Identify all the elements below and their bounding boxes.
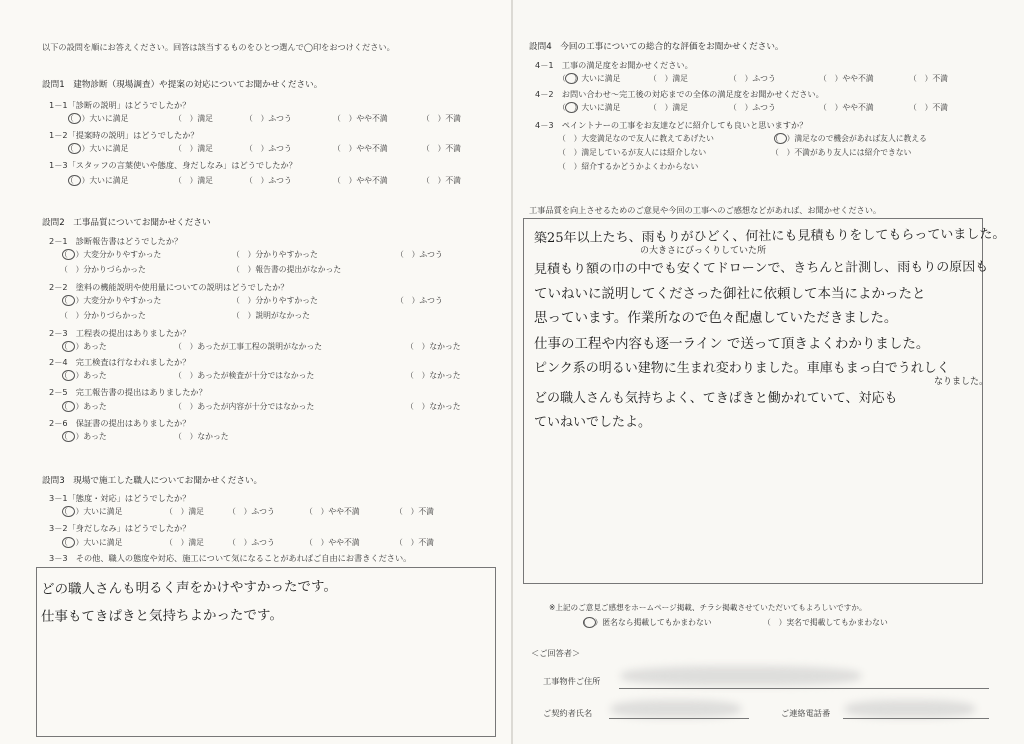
q2-1-label: 2－1 診断報告書はどうでしたか？ [49,236,183,246]
q3-2-opt-very-satisfied[interactable]: （ ）大いに満足 [60,538,123,547]
q2-3-label: 2－3 工程表の提出はありましたか？ [49,328,191,338]
q3-1-opt-dissatisfied[interactable]: （ ）不満 [395,507,434,516]
q3-title: 設問3 現場で施工した職人についてお聞かせください。 [42,476,263,486]
q2-6-opt-no[interactable]: （ ）なかった [174,432,229,441]
q4-2-answer-circle [565,102,578,113]
q4-2-label: 4－2 お問い合わせ～完工後の対応までの全体の満足度をお聞かせください。 [535,89,824,99]
q3-handwriting-line-2: 仕事もてきぱきと気持ちよかったです。 [40,607,283,625]
q3-2-opt-dissatisfied[interactable]: （ ）不満 [395,538,434,547]
q2-1-opt-no-report[interactable]: （ ）報告書の提出がなかった [232,265,342,274]
address-label: 工事物件ご住所 [543,676,601,686]
q1-3-label: 1－3「スタッフの言葉使いや態度、身だしなみ」はどうでしたか？ [49,160,297,170]
q1-3-opt-dissatisfied[interactable]: （ ）不満 [422,176,461,185]
q1-2-opt-normal[interactable]: （ ）ふつう [245,144,292,153]
q2-6-answer-circle [62,431,75,442]
q4-1-opt-satisfied[interactable]: （ ）満足 [649,74,688,83]
q4-3-opt-cannot-recommend[interactable]: （ ）不満があり友人には紹介できない [771,148,912,157]
q4-2-opt-normal[interactable]: （ ）ふつう [729,103,776,112]
q3-3-label: 3－3 その他、職人の態度や対応、施工について気になることがあればご自由にお書きください。 [49,553,412,563]
q2-2-answer-circle [62,295,75,306]
q1-1-label: 1－1「診断の説明」はどうでしたか？ [49,100,191,110]
q1-2-opt-slightly-dissatisfied[interactable]: （ ）やや不満 [333,144,388,153]
q4-2-opt-dissatisfied[interactable]: （ ）不満 [909,103,948,112]
feedback-line-5: 仕事の工程や内容も逐一ライン で送って頂きよくわかりました。 [534,336,930,352]
q1-2-opt-very-satisfied[interactable]: （ ）大いに満足 [66,144,129,153]
q4-2-opt-very-satisfied[interactable]: （ ）大いに満足 [558,103,621,112]
consent-answer-circle [583,617,596,628]
consent-anonymous-option[interactable]: （ ）匿名なら掲載してもかまわない [579,618,712,627]
name-label: ご契約者氏名 [543,708,593,718]
q2-2-opt-very-clear[interactable]: （ ）大変分かりやすかった [60,296,162,305]
q4-1-opt-very-satisfied[interactable]: （ ）大いに満足 [558,74,621,83]
q2-5-opt-no[interactable]: （ ）なかった [406,402,461,411]
address-redaction [621,666,861,686]
q1-2-answer-circle [68,143,81,154]
q1-2-label: 1－2「提案時の説明」はどうでしたか？ [49,130,199,140]
q1-title: 設問1 建物診断（現場調査）や提案の対応についてお聞かせください。 [42,80,323,90]
q2-1-opt-normal[interactable]: （ ）ふつう [396,250,443,259]
q2-4-label: 2－4 完工検査は行なわれましたか？ [49,357,191,367]
feedback-line-3: ていねいに説明してくださった御社に依頼して本当によかったと [534,286,926,302]
q3-2-label: 3－2「身だしなみ」はどうでしたか？ [49,523,191,533]
q3-1-opt-very-satisfied[interactable]: （ ）大いに満足 [60,507,123,516]
q4-3-opt-will-recommend[interactable]: （ ）大変満足なので友人に教えてあげたい [558,134,714,143]
q1-3-opt-normal[interactable]: （ ）ふつう [245,176,292,185]
q3-1-opt-satisfied[interactable]: （ ）満足 [165,507,204,516]
consent-real-name-option[interactable]: （ ）実名で掲載してもかまわない [763,618,888,627]
q3-1-label: 3－1「態度・対応」はどうでしたか？ [49,493,191,503]
q2-2-opt-normal[interactable]: （ ）ふつう [396,296,443,305]
survey-right-page [513,0,1024,744]
q1-1-opt-dissatisfied[interactable]: （ ）不満 [422,114,461,123]
q2-5-opt-yes[interactable]: （ ）あった [60,402,107,411]
feedback-line-2: 見積もり額の巾の中でも安くてドローンで、きちんと計測し、雨もりの原因も [533,259,989,278]
q3-2-answer-circle [62,537,75,548]
survey-left-page [0,0,511,744]
q1-1-opt-normal[interactable]: （ ）ふつう [245,114,292,123]
q1-1-opt-satisfied[interactable]: （ ）満足 [174,114,213,123]
q1-3-answer-circle [68,175,81,186]
q4-title: 設問4 今回の工事についての総合的な評価をお聞かせください。 [529,42,784,52]
feedback-label: 工事品質を向上させるためのご意見や今回の工事へのご感想などがあれば、お聞かせください。 [529,205,882,215]
q1-3-opt-very-satisfied[interactable]: （ ）大いに満足 [66,176,129,185]
q4-1-label: 4－1 工事の満足度をお聞かせください。 [535,60,693,70]
q2-3-opt-yes[interactable]: （ ）あった [60,342,107,351]
q2-4-opt-yes[interactable]: （ ）あった [60,371,107,380]
q2-3-opt-partial[interactable]: （ ）あったが工事工程の説明がなかった [174,342,323,351]
feedback-line-4: 思っています。作業所なので色々配慮していただきました。 [534,310,898,326]
q2-1-opt-clear[interactable]: （ ）分かりやすかった [232,250,318,259]
q1-3-opt-slightly-dissatisfied[interactable]: （ ）やや不満 [333,176,388,185]
q1-2-opt-dissatisfied[interactable]: （ ）不満 [422,144,461,153]
q2-6-opt-yes[interactable]: （ ）あった [60,432,107,441]
phone-line [843,718,989,719]
intro-text: 以下の設問を順にお答えください。回答は該当するものをひとつ選んで◯印をおつけください。 [42,42,395,52]
q3-2-opt-slightly-dissatisfied[interactable]: （ ）やや不満 [305,538,360,547]
feedback-line-1-insert: の大きさにびっくりしていた所 [640,246,767,256]
q1-1-opt-slightly-dissatisfied[interactable]: （ ）やや不満 [333,114,388,123]
q2-6-label: 2－6 保証書の提出はありましたか？ [49,418,191,428]
q2-5-answer-circle [62,401,75,412]
q2-5-opt-partial[interactable]: （ ）あったが内容が十分ではなかった [174,402,315,411]
q4-1-opt-normal[interactable]: （ ）ふつう [729,74,776,83]
q1-1-answer-circle [68,113,81,124]
q1-1-opt-very-satisfied[interactable]: （ ）大いに満足 [66,114,129,123]
feedback-text-box[interactable] [523,218,1006,584]
q3-2-opt-satisfied[interactable]: （ ）満足 [165,538,204,547]
q4-1-opt-dissatisfied[interactable]: （ ）不満 [909,74,948,83]
q4-3-opt-may-recommend[interactable]: （ ）満足なので機会があれば友人に教える [771,134,927,143]
q4-2-opt-satisfied[interactable]: （ ）満足 [649,103,688,112]
feedback-line-6: ピンク系の明るい建物に生まれ変わりました。車庫もまっ白でうれしく [534,361,950,376]
address-line [619,688,989,689]
q2-2-label: 2－2 塗料の機能説明や使用量についての説明はどうでしたか？ [49,282,289,292]
feedback-line-6-insert: なりました。 [934,377,989,387]
phone-redaction [845,700,975,718]
q2-1-opt-very-clear[interactable]: （ ）大変分かりやすかった [60,250,162,259]
q4-1-opt-slightly-dissatisfied[interactable]: （ ）やや不満 [819,74,874,83]
q3-2-opt-normal[interactable]: （ ）ふつう [228,538,275,547]
q4-3-answer-circle [774,133,787,144]
q2-3-answer-circle [62,341,75,352]
q2-4-answer-circle [62,370,75,381]
name-redaction [611,700,741,718]
q2-1-answer-circle [62,249,75,260]
consent-question: ※上記のご意見ご感想をホームページ掲載、チラシ掲載させていただいてもよろしいですか。 [549,603,867,612]
q2-3-opt-no[interactable]: （ ）なかった [406,342,461,351]
q4-3-label: 4－3 ペイントナーの工事をお友達などに紹介しても良いと思いますか？ [535,120,808,130]
q2-5-label: 2－5 完工報告書の提出はありましたか？ [49,387,207,397]
q2-4-opt-partial[interactable]: （ ）あったが検査が十分ではなかった [174,371,315,380]
q4-2-opt-slightly-dissatisfied[interactable]: （ ）やや不満 [819,103,874,112]
name-line [609,718,749,719]
q4-3-opt-unsure[interactable]: （ ）紹介するかどうかよくわからない [558,162,699,171]
q4-3-opt-wont-recommend[interactable]: （ ）満足しているが友人には紹介しない [558,148,707,157]
feedback-line-7: どの職人さんも気持ちよく、てきぱきと働かれていて、対応も [534,391,898,406]
q3-handwriting-line-1: どの職人さんも明るく声をかけやすかったです。 [40,578,338,598]
q2-2-opt-no-explanation[interactable]: （ ）説明がなかった [232,311,310,320]
q3-free-text-box[interactable] [36,567,496,737]
q3-1-answer-circle [62,506,75,517]
q3-1-opt-normal[interactable]: （ ）ふつう [228,507,275,516]
q2-1-opt-unclear[interactable]: （ ）分かりづらかった [60,265,146,274]
q1-3-opt-satisfied[interactable]: （ ）満足 [174,176,213,185]
q3-1-opt-slightly-dissatisfied[interactable]: （ ）やや不満 [305,507,360,516]
phone-label: ご連絡電話番 [781,708,831,718]
q2-title: 設問2 工事品質についてお聞かせください [42,218,211,228]
q1-2-opt-satisfied[interactable]: （ ）満足 [174,144,213,153]
q2-4-opt-no[interactable]: （ ）なかった [406,371,461,380]
q2-2-opt-clear[interactable]: （ ）分かりやすかった [232,296,318,305]
q2-2-opt-unclear[interactable]: （ ）分かりづらかった [60,311,146,320]
respondent-label: ＜ご回答者＞ [531,648,581,658]
feedback-line-1: 築25年以上たち、雨もりがひどく、何社にも見積もりをしてもらっていました。 [533,226,1006,247]
q4-1-answer-circle [565,73,578,84]
feedback-line-8: ていねいでしたよ。 [534,415,652,430]
